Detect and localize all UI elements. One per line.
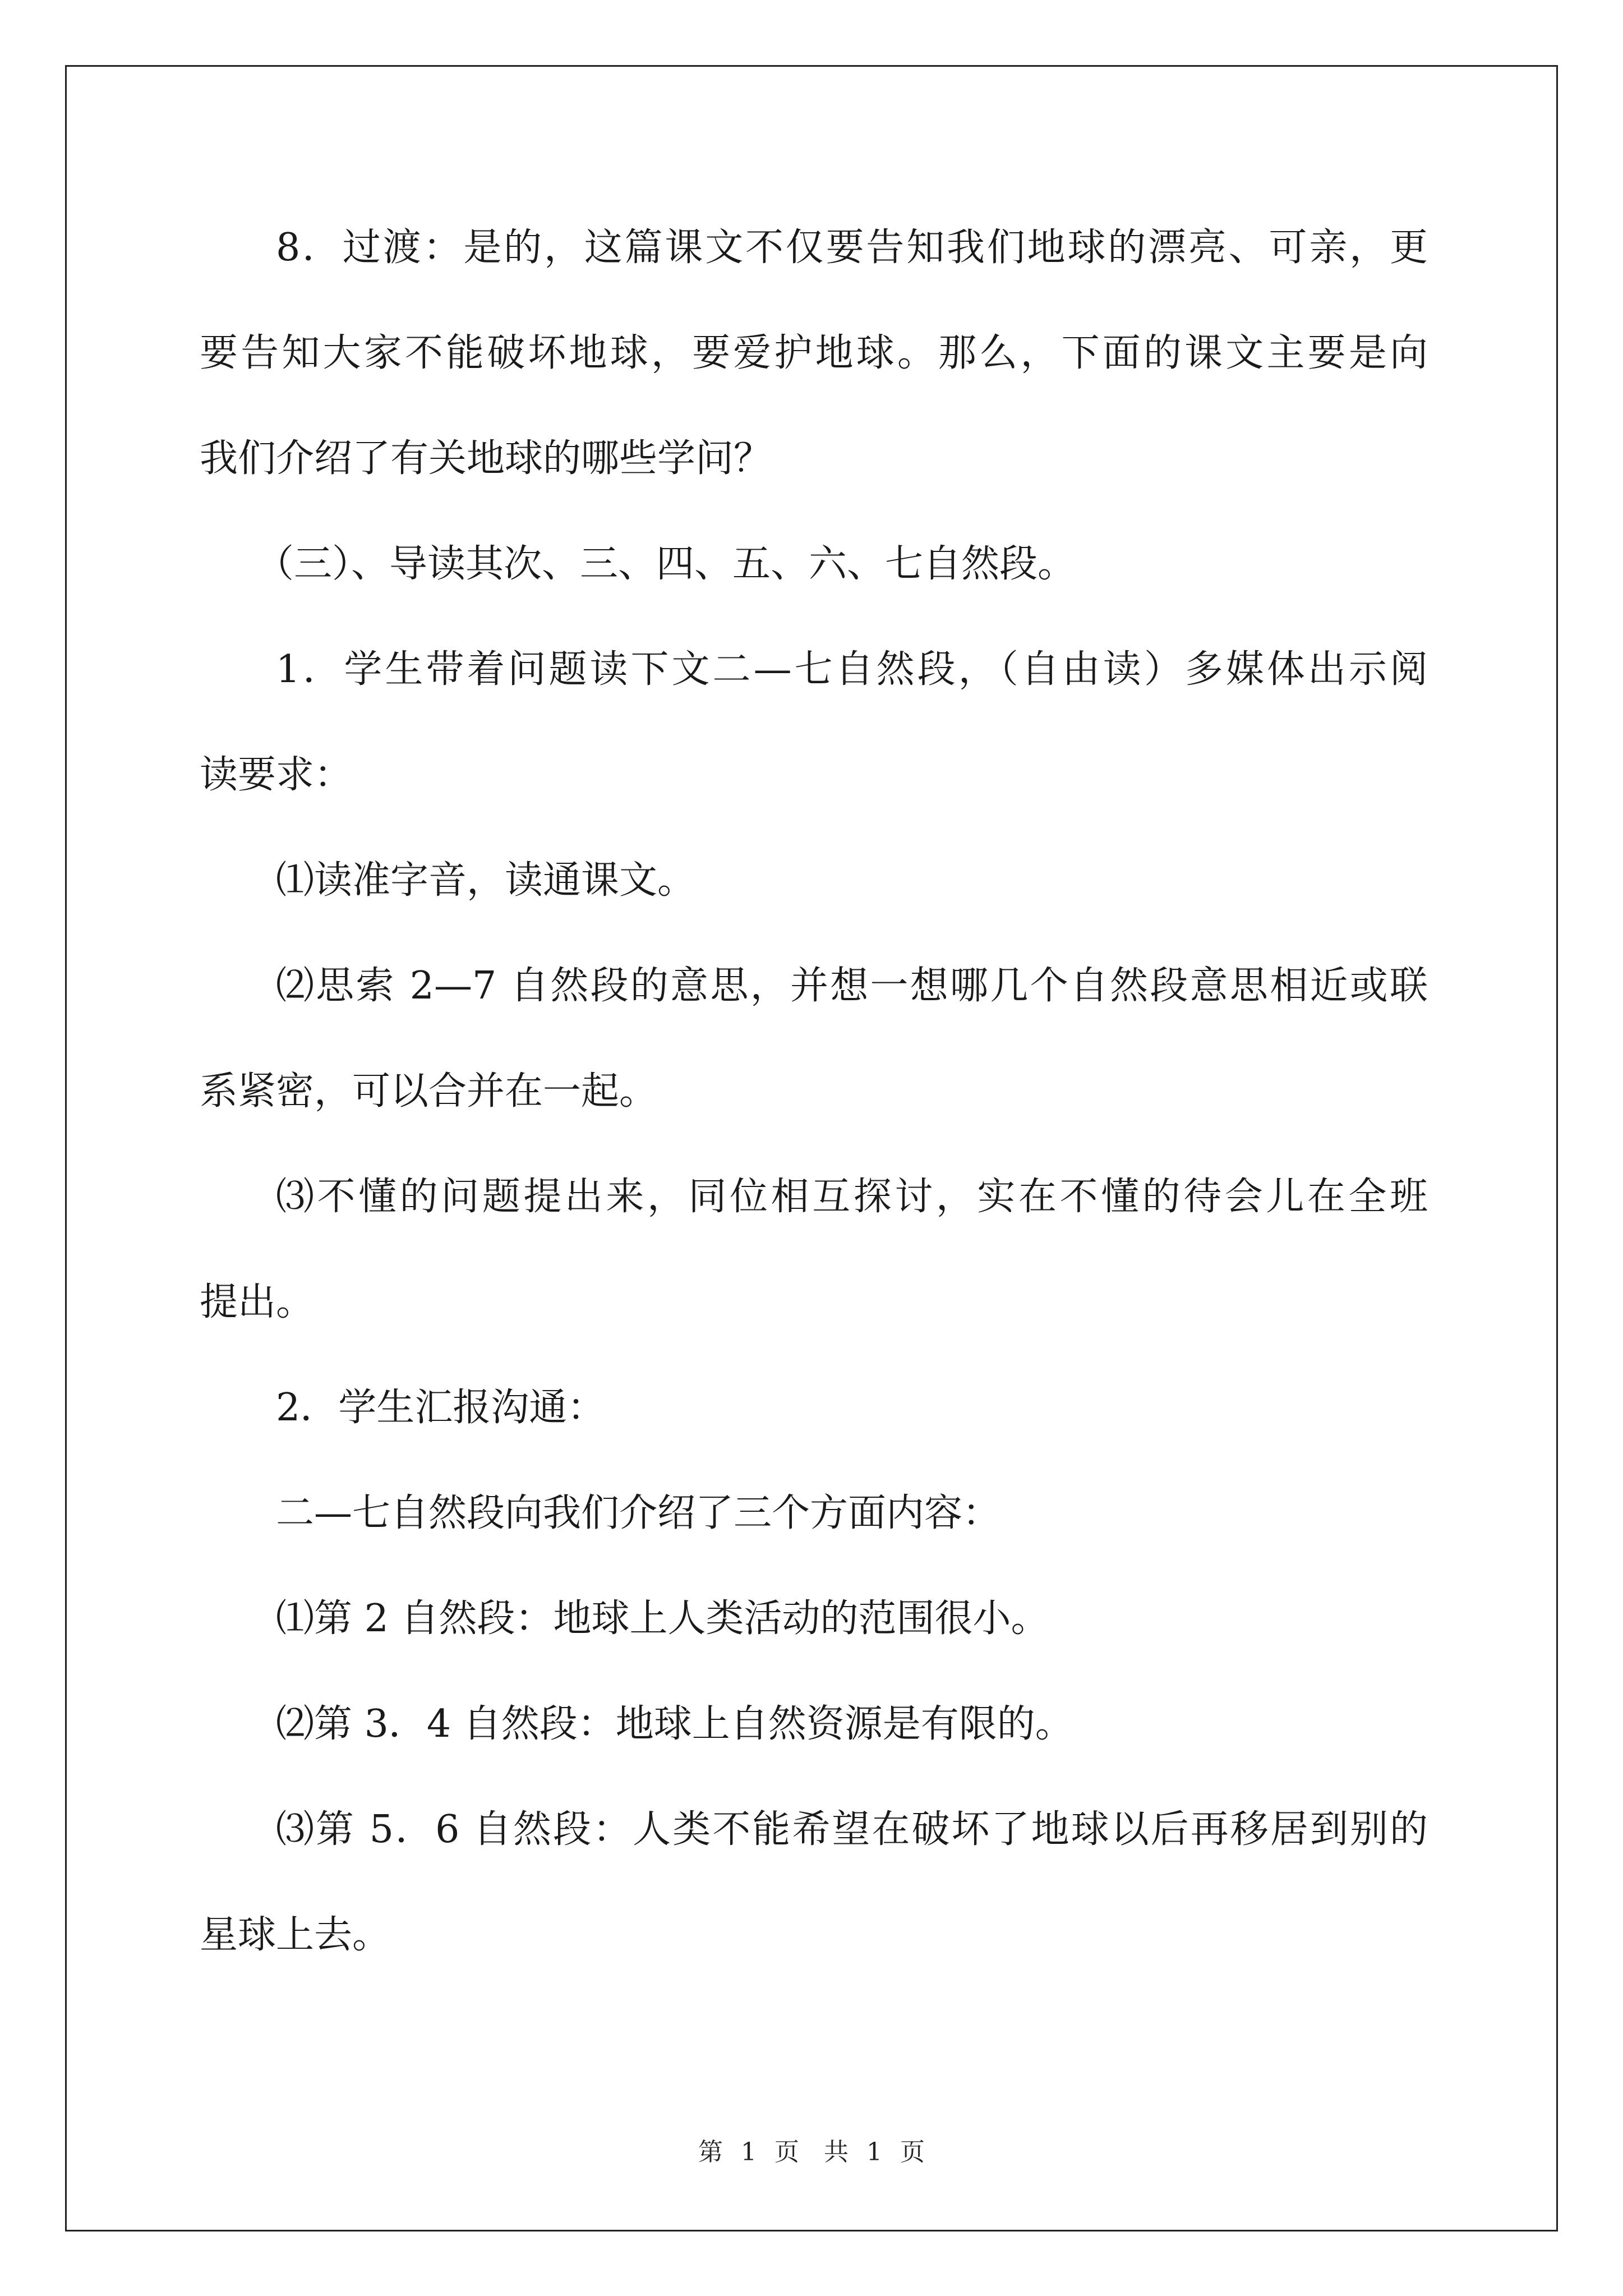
- text-line: 二—七自然段向我们介绍了三个方面内容：: [276, 1491, 1001, 1535]
- text-line: ⑴第 2 自然段：地球上人类活动的范围很小。: [276, 1596, 1049, 1641]
- section-heading: （三）、导读其次、三、四、五、六、七自然段。: [256, 542, 1076, 586]
- text-line: 2．学生汇报沟通：: [276, 1386, 606, 1430]
- text-line: ⑶不懂的问题提出来，同位相互探讨，实在不懂的待会儿在全班: [276, 1175, 1428, 1219]
- text-line: 星球上去。: [200, 1913, 391, 1957]
- text-line: 要告知大家不能破坏地球，要爱护地球。那么，下面的课文主要是向: [200, 331, 1428, 375]
- text-line: 8．过渡：是的，这篇课文不仅要告知我们地球的漂亮、可亲，更: [276, 226, 1428, 270]
- text-line: ⑵思索 2—7 自然段的意思，并想一想哪几个自然段意思相近或联: [276, 964, 1428, 1008]
- text-line: ⑴读准字音，读通课文。: [276, 858, 696, 903]
- text-line: 1．学生带着问题读下文二—七自然段，（自由读）多媒体出示阅: [276, 647, 1428, 692]
- text-line: ⑵第 3．4 自然段：地球上自然资源是有限的。: [276, 1702, 1073, 1746]
- text-line: 提出。: [200, 1280, 315, 1324]
- page-border: [65, 65, 1558, 2231]
- text-line: 我们介绍了有关地球的哪些学问？: [200, 436, 772, 481]
- page-footer: 第 1 页 共 1 页: [698, 2138, 925, 2166]
- text-line: 读要求：: [200, 753, 353, 797]
- text-line: 系紧密，可以合并在一起。: [200, 1069, 658, 1114]
- text-line: ⑶第 5．6 自然段：人类不能希望在破坏了地球以后再移居到别的: [276, 1807, 1428, 1852]
